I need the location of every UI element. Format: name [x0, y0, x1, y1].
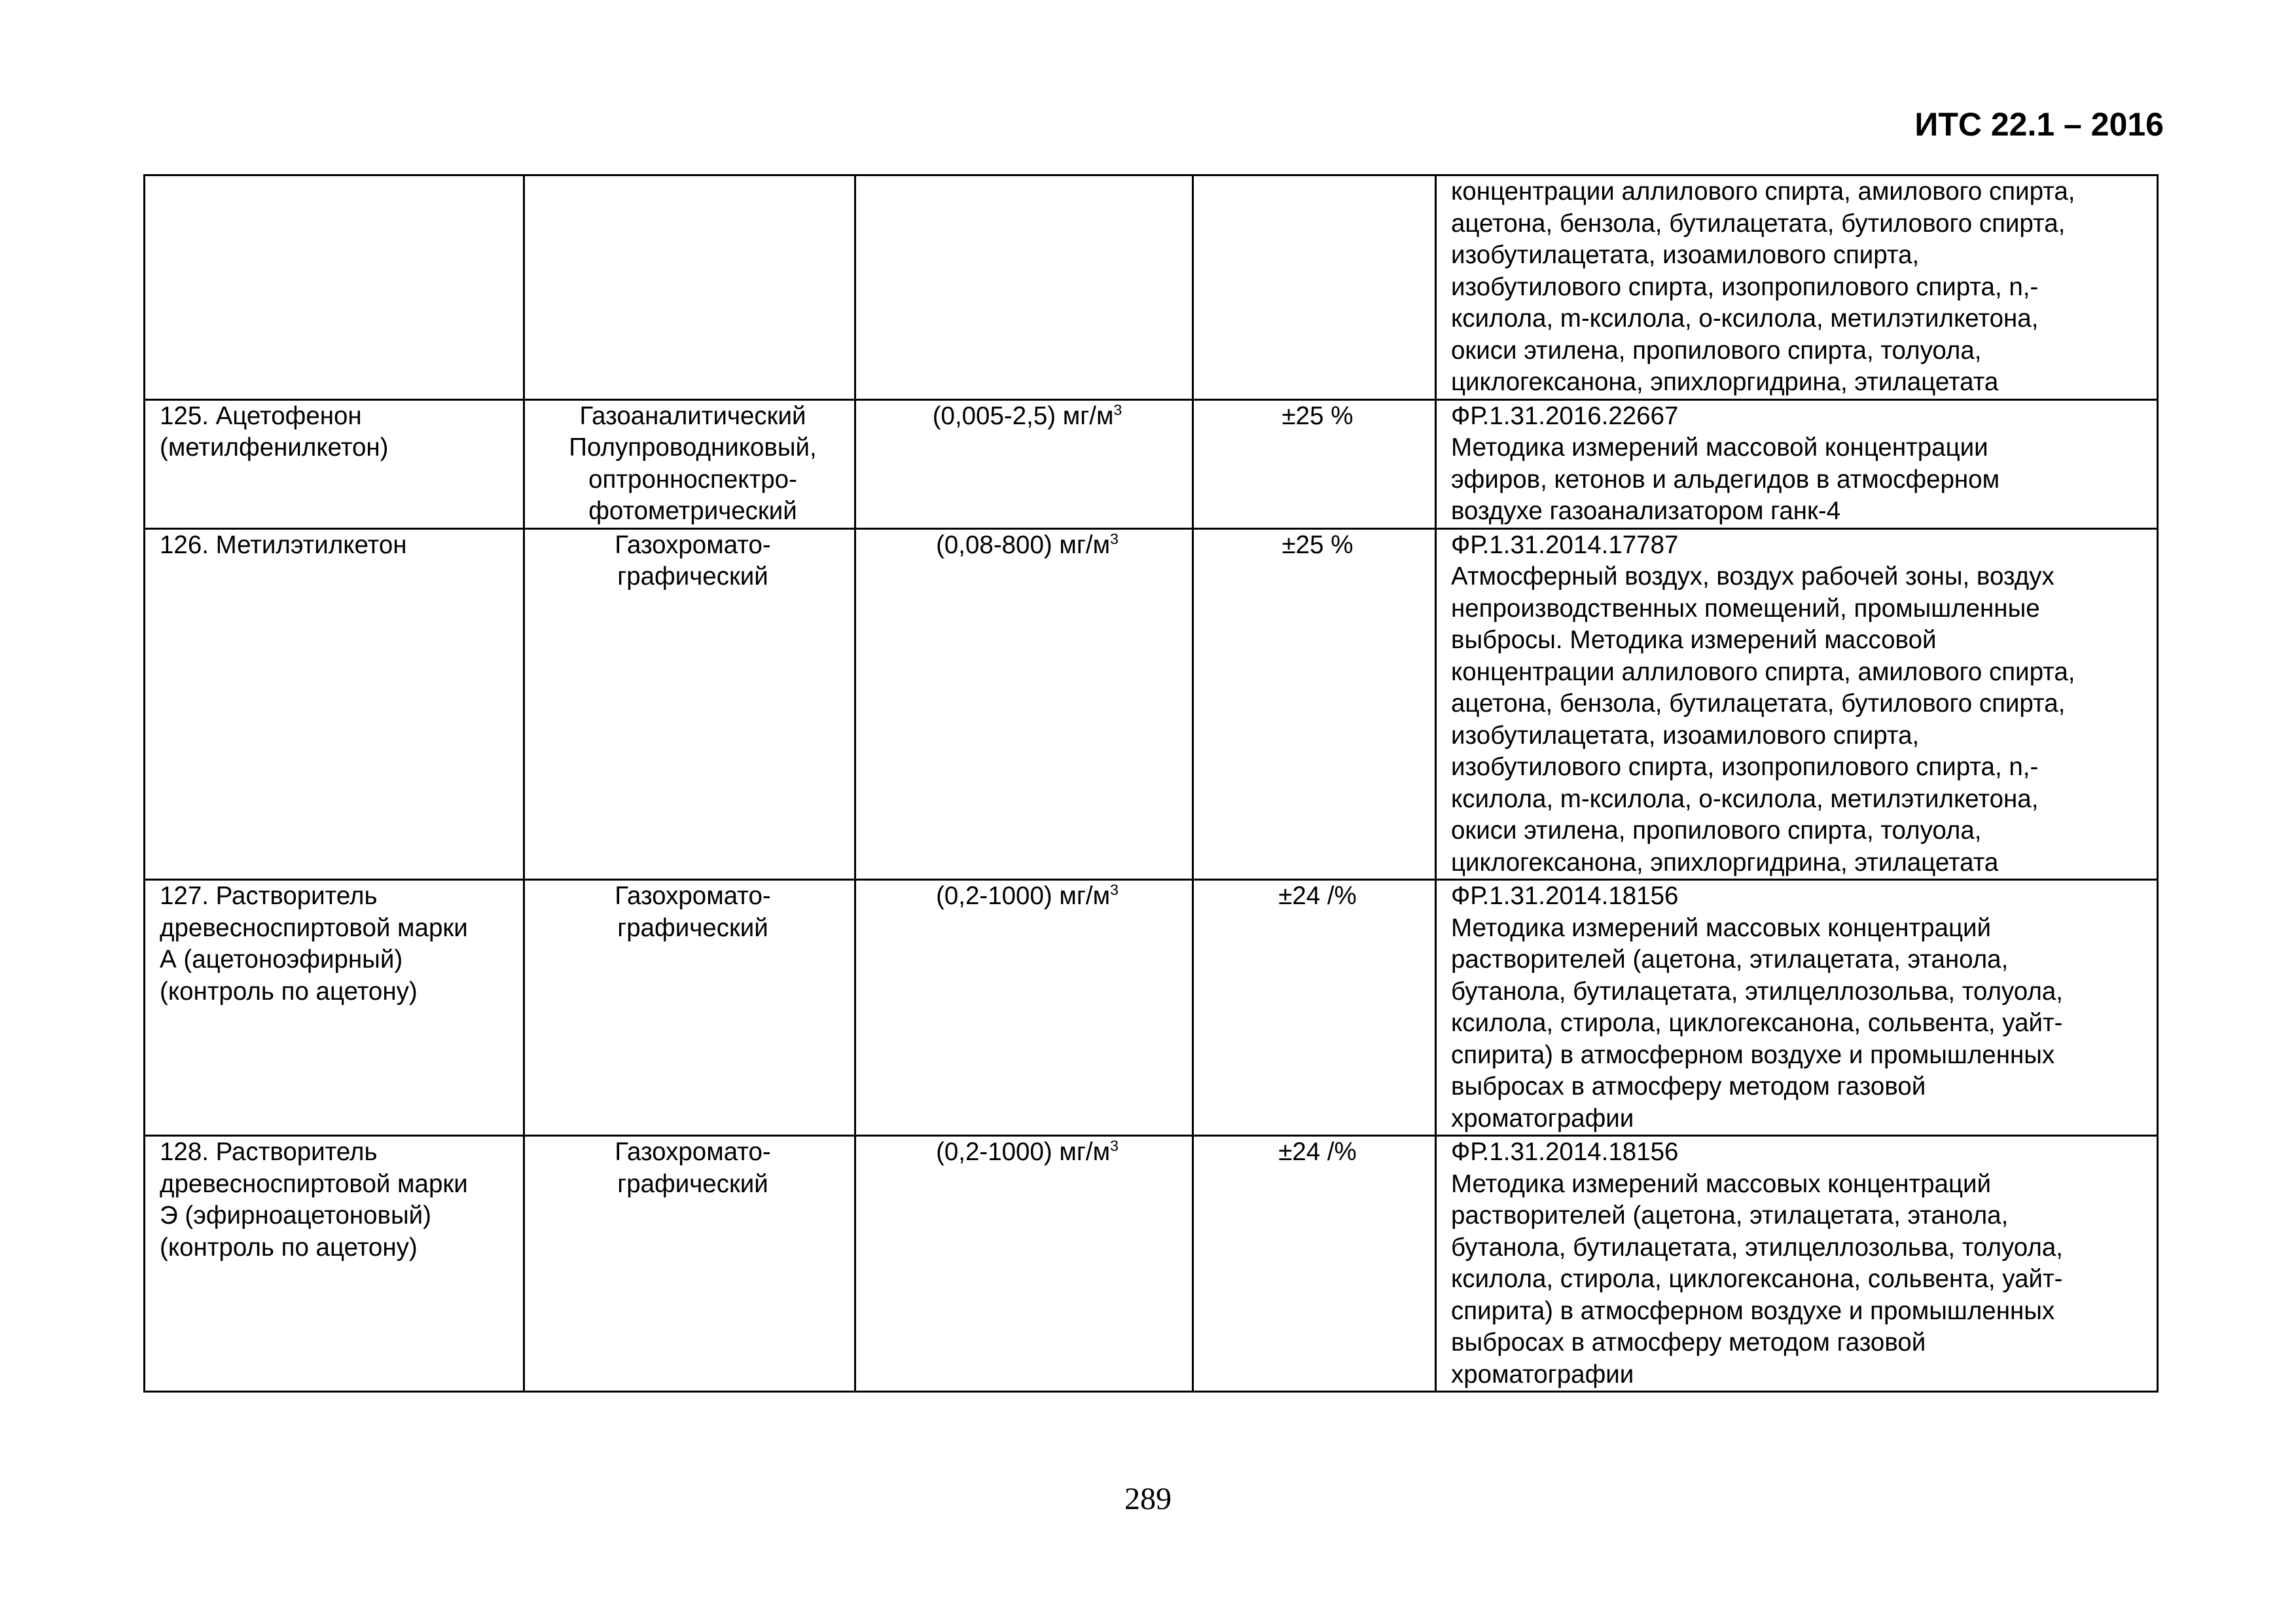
page-number: 289 — [1124, 1482, 1172, 1516]
table-row — [145, 1136, 2158, 1392]
range-cell — [855, 528, 1193, 880]
document-code: ИТС 22.1 – 2016 — [1914, 106, 2164, 143]
method-type-cell: Газохромато- графический — [524, 1136, 855, 1392]
error-cell: ±24 /% — [1193, 1136, 1436, 1392]
range-unit-superscript: 3 — [1110, 530, 1119, 547]
error-cell: ±25 % — [1193, 399, 1436, 528]
range-cell — [855, 175, 1193, 400]
range-value: (0,2-1000) мг/м — [936, 1138, 1111, 1166]
method-type-cell: Газохромато- графический — [524, 528, 855, 880]
method-type-cell — [524, 175, 855, 400]
substance-cell: 127. Растворитель древесноспиртовой марки А (ацетоноэфирный) (контроль по ацетону) — [145, 880, 524, 1136]
table-row — [145, 528, 2158, 880]
substance-cell: 126. Метилэтилкетон — [145, 528, 524, 880]
substance-cell — [145, 175, 524, 400]
error-cell: ±25 % — [1193, 528, 1436, 880]
range-value: (0,005-2,5) мг/м — [932, 401, 1114, 430]
method-cell: ФР.1.31.2014.17787 Атмосферный воздух, воздух рабочей зоны, воздух непроизводственных помещений, промышленные выбросы. Методика измерений массовой концентрации аллилового спирта, амилового спирта, ацетона, бензола, бутилацетата, бутилового спирта, изобутилацетата, изоамилового спирта, изобутилового спирта, изопропилового спирта, n,- ксилола, m-ксилола, о-ксилола, метилэтилкетона, окиси этилена, пропилового спирта, толуола, циклогексанона, эпихлоргидрина, этилацетата — [1436, 528, 2158, 880]
range-cell — [855, 399, 1193, 528]
method-type-cell: Газоаналитический Полупроводниковый, оптронноспектро- фотометрический — [524, 399, 855, 528]
range-unit-superscript: 3 — [1113, 401, 1122, 418]
table-row — [145, 399, 2158, 528]
methods-table — [143, 174, 2159, 1393]
substance-cell: 125. Ацетофенон (метилфенилкетон) — [145, 399, 524, 528]
method-cell: концентрации аллилового спирта, амилового спирта, ацетона, бензола, бутилацетата, бутилового спирта, изобутилацетата, изоамилового спирта, изобутилового спирта, изопропилового спирта, n,- ксилола, m-ксилола, о-ксилола, метилэтилкетона, окиси этилена, пропилового спирта, толуола, циклогексанона, эпихлоргидрина, этилацетата — [1436, 175, 2158, 400]
method-cell: ФР.1.31.2014.18156 Методика измерений массовых концентраций растворителей (ацетона, этилацетата, этанола, бутанола, бутилацетата, этилцеллозольва, толуола, ксилола, стирола, циклогексанона, сольвента, уайт- спирита) в атмосферном воздухе и промышленных выбросах в атмосферу методом газовой хроматографии — [1436, 1136, 2158, 1392]
error-cell — [1193, 175, 1436, 400]
range-unit-superscript: 3 — [1110, 1137, 1119, 1155]
range-cell — [855, 1136, 1193, 1392]
range-unit-superscript: 3 — [1110, 881, 1119, 899]
range-value: (0,08-800) мг/м — [936, 530, 1111, 559]
method-cell: ФР.1.31.2014.18156 Методика измерений массовых концентраций растворителей (ацетона, этилацетата, этанола, бутанола, бутилацетата, этилцеллозольва, толуола, ксилола, стирола, циклогексанона, сольвента, уайт- спирита) в атмосферном воздухе и промышленных выбросах в атмосферу методом газовой хроматографии — [1436, 880, 2158, 1136]
table-row — [145, 880, 2158, 1136]
method-type-cell: Газохромато- графический — [524, 880, 855, 1136]
error-cell: ±24 /% — [1193, 880, 1436, 1136]
range-value: (0,2-1000) мг/м — [936, 882, 1111, 910]
substance-cell: 128. Растворитель древесноспиртовой марки Э (эфирноацетоновый) (контроль по ацетону) — [145, 1136, 524, 1392]
method-cell: ФР.1.31.2016.22667 Методика измерений массовой концентрации эфиров, кетонов и альдегидов в атмосферном воздухе газоанализатором ганк-4 — [1436, 399, 2158, 528]
table-row — [145, 175, 2158, 400]
range-cell — [855, 880, 1193, 1136]
